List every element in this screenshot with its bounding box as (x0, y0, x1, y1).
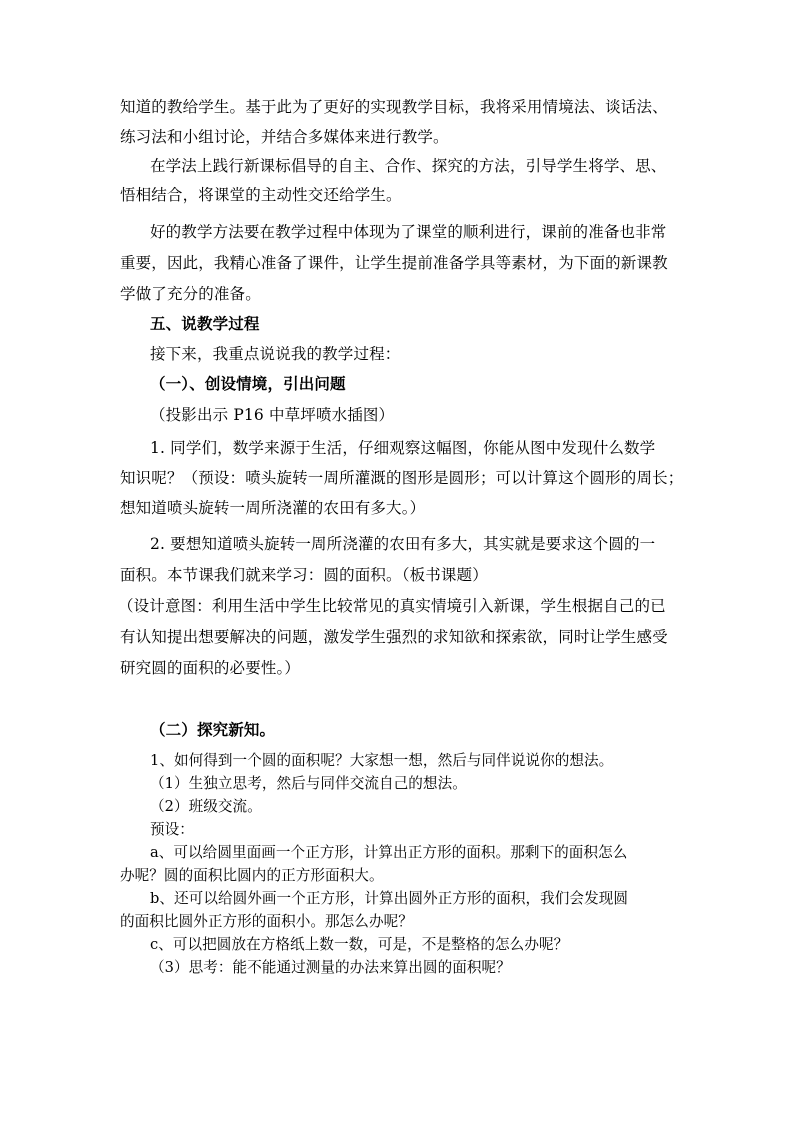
paragraph-line: a、可以给圆里面画一个正方形，计算出正方形的面积。那剩下的面积怎么 (150, 844, 628, 861)
paragraph-line: 1. 同学们，数学来源于生活，仔细观察这幅图，你能从图中发现什么数学 (150, 439, 656, 457)
paragraph-line: 知识呢？（预设：喷头旋转一周所灌溉的图形是圆形；可以计算这个圆形的周长； (120, 469, 684, 487)
paragraph-line: （投影出示 P16 中草坪喷水插图） (150, 406, 395, 424)
design-note-line: （设计意图：利用生活中学生比较常见的真实情境引入新课，学生根据自己的已 (118, 597, 666, 615)
paragraph-line: b、还可以给圆外画一个正方形，计算出圆外正方形的面积，我们会发现圆 (150, 890, 628, 907)
paragraph-line: 重要，因此，我精心准备了课件，让学生提前准备学具等素材，为下面的新课教 (120, 254, 668, 272)
paragraph-line: 接下来，我重点说说我的教学过程： (150, 345, 401, 363)
paragraph-line: 悟相结合，将课堂的主动性交还给学生。 (120, 186, 402, 204)
paragraph-line: （3）思考：能不能通过测量的办法来算出圆的面积呢？ (150, 959, 511, 976)
paragraph-line: （1）生独立思考，然后与同伴交流自己的想法。 (150, 775, 467, 792)
paragraph-line: （2）班级交流。 (150, 798, 262, 815)
paragraph-line: 面积。本节课我们就来学习：圆的面积。（板书课题） (120, 566, 488, 584)
paragraph-line: 练习法和小组讨论，并结合多媒体来进行教学。 (120, 128, 449, 146)
subsection-heading: （二）探究新知。 (150, 720, 276, 739)
paragraph-line: 办呢？圆的面积比圆内的正方形面积大。 (120, 867, 384, 884)
paragraph-line: 好的教学方法要在教学过程中体现为了课堂的顺利进行，课前的准备也非常 (150, 223, 667, 241)
paragraph-line: 知道的教给学生。基于此为了更好的实现教学目标，我将采用情境法、谈话法、 (120, 98, 668, 116)
paragraph-line: 想知道喷头旋转一周所浇灌的农田有多大。） (120, 499, 426, 517)
paragraph-line: c、可以把圆放在方格纸上数一数，可是，不是整格的怎么办呢？ (150, 936, 569, 953)
design-note-line: 有认知提出想要解决的问题，激发学生强烈的求知欲和探索欲，同时让学生感受 (120, 628, 668, 646)
section-heading: 五、说教学过程 (150, 314, 260, 333)
paragraph-line: 2. 要想知道喷头旋转一周所浇灌的农田有多大，其实就是要求这个圆的一 (150, 535, 656, 553)
paragraph-line: 学做了充分的准备。 (120, 285, 261, 303)
paragraph-line: 在学法上践行新课标倡导的自主、合作、探究的方法，引导学生将学、思、 (150, 157, 667, 175)
paragraph-line: 预设： (150, 821, 194, 838)
design-note-line: 研究圆的面积的必要性。） (120, 659, 301, 677)
subsection-heading: （一）、创设情境，引出问题 (150, 374, 346, 393)
paragraph-line: 1、如何得到一个圆的面积呢？大家想一想，然后与同伴说说你的想法。 (150, 752, 614, 769)
paragraph-line: 的面积比圆外正方形的面积小。那怎么办呢？ (120, 913, 413, 930)
